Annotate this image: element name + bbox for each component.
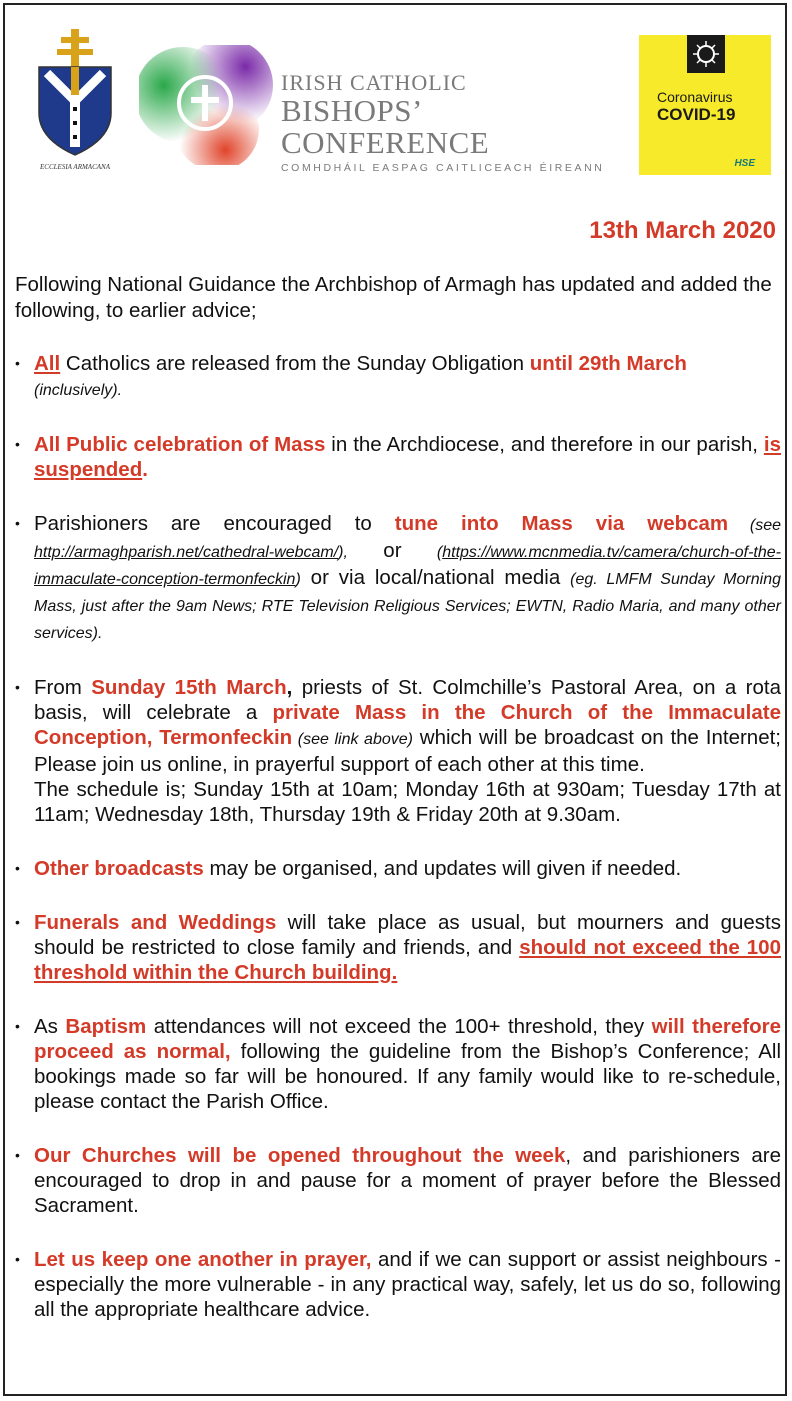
intro-paragraph: Following National Guidance the Archbishop of Armagh has updated and added the following, to earlier advice; [15,273,772,322]
conference-line2: BISHOPS’ CONFERENCE [281,93,490,160]
armagh-crest-icon [33,27,117,173]
list-item-public-mass: • All Public celebration of Mass in the Archdiocese, and therefore in our parish, is suspended. [15,432,781,482]
list-item-webcam: • Parishioners are encouraged to tune into Mass via webcam (see http://armaghparish.net/cathedral-webcam/), or (https://www.mcnmedia.tv/camera/church-of-the-immaculate-conception-termonfeckin) or via local/national media (eg. LMFM Sunday Morning Mass, just after the 9am News; RTE Television Religious Services; EWTN, Radio Maria, and many other services). [15,511,781,646]
list-item-prayer: • Let us keep one another in prayer, and if we can support or assist neighbours - especially the more vulnerable - in any practical way, safely, let us do so, following all the appropriate healthcare advice. [15,1247,781,1322]
list-item-other-broadcasts: • Other broadcasts may be organised, and updates will given if needed. [15,856,781,881]
list-item-baptism: • As Baptism attendances will not exceed the 100+ threshold, they will therefore proceed as normal, following the guideline from the Bishop’s Conference; All bookings made so far will be honoured. If any family would like to re-schedule, please contact the Parish Office. [15,1014,781,1114]
conference-line1: IRISH CATHOLIC [281,70,467,95]
mass-schedule: The schedule is; Sunday 15th at 10am; Monday 16th at 930am; Tuesday 17th at 11am; Wednesday 18th, Thursday 19th & Friday 20th at 9.30am. [34,778,781,826]
crest-motto: ECCLESIA ARMACANA [40,163,110,171]
list-item-private-mass: • From Sunday 15th March, priests of St. Colmchille’s Pastoral Area, on a rota basis, will celebrate a private Mass in the Church of the Immaculate Conception, Termonfeckin (see link above) which will be broadcast on the Internet; Please join us online, in prayerful support of each other at this time. The schedule is; Sunday 15th at 10am; Monday 16th at 930am; Tuesday 17th at 11am; Wednesday 18th, Thursday 19th & Friday 20th at 9.30am. [15,675,781,827]
advice-list [15,351,781,1351]
virus-icon [687,35,725,73]
cathedral-webcam-link[interactable]: http://armaghparish.net/cathedral-webcam/ [34,544,339,561]
covid-19-badge [639,35,771,175]
list-item-churches-open: • Our Churches will be opened throughout the week, and parishioners are encouraged to drop in and pause for a moment of prayer before the Blessed Sacrament. [15,1143,781,1218]
hse-logo: HSE [734,158,755,169]
list-item-funerals-weddings: • Funerals and Weddings will take place as usual, but mourners and guests should be restricted to close family and friends, and should not exceed the 100 threshold within the Church building. [15,910,781,985]
covid-line1: Coronavirus [657,89,733,105]
mcnmedia-termonfeckin-link[interactable]: https://www.mcnmedia.tv/camera/church-of-the-immaculate-conception-termonfeckin [34,544,781,588]
notice-page [3,3,787,1396]
bishops-conference-wordmark [281,71,611,175]
covid-line2: COVID-19 [657,105,736,124]
notice-date: 13th March 2020 [589,217,776,244]
list-item-sunday-obligation: • All Catholics are released from the Sunday Obligation until 29th March (inclusively). [15,351,781,403]
bishops-conference-logo-icon [139,45,279,165]
conference-line3: COMHDHÁIL EASPAG CAITLICEACH ÉIREANN [281,162,605,174]
